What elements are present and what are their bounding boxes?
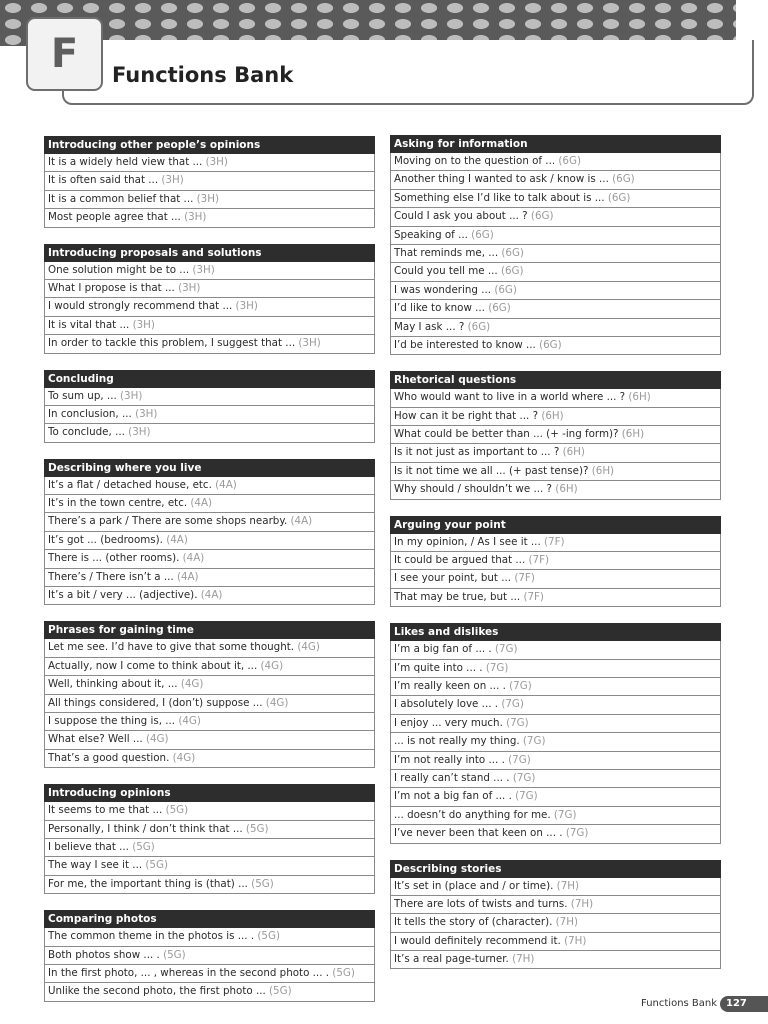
phrase-row xyxy=(390,190,721,208)
phrase-row xyxy=(44,280,375,298)
phrase-row xyxy=(390,208,721,226)
section-heading: Asking for information xyxy=(390,135,721,153)
phrase-text: It is a common belief that ... xyxy=(48,192,197,205)
phrase-row xyxy=(390,896,721,914)
phrase-row xyxy=(390,426,721,444)
unit-reference: (3H) xyxy=(192,263,215,276)
section-heading: Arguing your point xyxy=(390,516,721,534)
phrase-row xyxy=(44,676,375,694)
phrase-text: I see your point, but ... xyxy=(394,572,515,585)
phrase-row xyxy=(390,337,721,355)
section-letter: F xyxy=(26,17,103,91)
unit-reference: (6H) xyxy=(555,483,578,496)
unit-reference: (5G) xyxy=(257,930,280,943)
phrase-text: What could be better than ... (+ -ing form)? xyxy=(394,428,622,441)
unit-reference: (5G) xyxy=(165,804,189,817)
unit-reference: (7H) xyxy=(512,953,535,966)
unit-reference: (3H) xyxy=(120,389,143,402)
unit-reference: (4A) xyxy=(200,589,223,602)
phrase-row xyxy=(390,825,721,843)
section-heading: Introducing proposals and solutions xyxy=(44,244,375,262)
unit-reference: (6H) xyxy=(562,446,585,459)
footer-label: Functions Bank xyxy=(641,998,718,1009)
unit-reference: (3H) xyxy=(161,174,184,187)
phrase-text: I’m not really into ... . xyxy=(394,753,509,766)
phrase-text: It’s a real page-turner. xyxy=(394,953,513,966)
unit-reference: (6G) xyxy=(612,173,635,186)
unit-reference: (7G) xyxy=(509,679,532,692)
phrase-row xyxy=(44,424,375,442)
section-heading: Phrases for gaining time xyxy=(44,621,375,639)
phrase-text: ... doesn’t do anything for me. xyxy=(394,808,554,821)
phrase-row xyxy=(44,335,375,353)
unit-reference: (3H) xyxy=(128,426,151,439)
phrase-text: I absolutely love ... . xyxy=(394,698,502,711)
phrase-text: There’s a park / There are some shops nearby. xyxy=(48,515,291,528)
unit-reference: (5G) xyxy=(332,966,355,979)
section-heading: Describing stories xyxy=(390,860,721,878)
phrase-text: To conclude, ... xyxy=(48,426,129,439)
phrase-text: Actually, now I come to think about it, ... xyxy=(48,659,261,672)
unit-reference: (3H) xyxy=(235,300,258,313)
unit-reference: (3H) xyxy=(298,337,321,350)
phrase-row xyxy=(390,481,721,499)
phrase-text: Let me see. I’d have to give that some thought. xyxy=(48,641,298,654)
unit-reference: (6G) xyxy=(501,246,524,259)
phrase-row xyxy=(390,389,721,407)
phrase-text: There is ... (other rooms). xyxy=(48,552,183,565)
unit-reference: (6G) xyxy=(558,155,581,167)
phrase-text: Personally, I think / don’t think that ... xyxy=(48,822,246,835)
section-introducing-other-people-s-opinions xyxy=(44,136,375,228)
phrase-row xyxy=(390,878,721,896)
section-comparing-photos xyxy=(44,910,375,1002)
phrase-row xyxy=(44,695,375,713)
phrase-text: In my opinion, / As I see it ... xyxy=(394,535,544,548)
phrase-row xyxy=(44,209,375,227)
section-heading: Rhetorical questions xyxy=(390,371,721,389)
phrase-text: Is it not just as important to ... ? xyxy=(394,446,563,459)
phrase-text: Something else I’d like to talk about is ... xyxy=(394,191,608,204)
section-heading: Introducing opinions xyxy=(44,784,375,802)
phrase-text: For me, the important thing is (that) ... xyxy=(48,877,252,890)
unit-reference: (3H) xyxy=(132,318,155,331)
unit-reference: (5G) xyxy=(145,859,168,872)
phrase-row xyxy=(390,641,721,659)
unit-reference: (7F) xyxy=(528,554,550,567)
phrase-text: To sum up, ... xyxy=(48,389,121,402)
unit-reference: (3H) xyxy=(135,407,158,420)
phrase-text: It’s got ... (bedrooms). xyxy=(48,533,167,546)
phrase-text: I enjoy ... very much. xyxy=(394,716,507,729)
unit-reference: (6H) xyxy=(621,428,645,441)
unit-reference: (4G) xyxy=(172,751,196,764)
phrase-text: I’m a big fan of ... . xyxy=(394,643,495,656)
phrase-text: Why should / shouldn’t we ... ? xyxy=(394,483,556,496)
section-describing-where-you-live xyxy=(44,459,375,606)
phrase-text: I would definitely recommend it. xyxy=(394,934,565,947)
phrase-row xyxy=(44,298,375,316)
phrase-row xyxy=(390,552,721,570)
phrase-text: It tells the story of (character). xyxy=(394,916,556,929)
unit-reference: (5G) xyxy=(132,840,155,853)
phrase-row xyxy=(390,171,721,189)
section-introducing-opinions xyxy=(44,784,375,894)
unit-reference: (7G) xyxy=(553,808,577,821)
phrase-text: I would strongly recommend that ... xyxy=(48,300,236,313)
phrase-text: All things considered, I (don’t) suppose ... xyxy=(48,696,266,709)
phrase-row xyxy=(390,678,721,696)
unit-reference: (7G) xyxy=(508,753,531,766)
phrase-row xyxy=(44,731,375,749)
unit-reference: (4A) xyxy=(182,552,205,565)
phrase-row xyxy=(390,463,721,481)
unit-reference: (4A) xyxy=(290,515,313,528)
phrase-row xyxy=(390,696,721,714)
phrase-text: The way I see it ... xyxy=(48,859,146,872)
phrase-row xyxy=(44,857,375,875)
unit-reference: (4A) xyxy=(176,570,199,583)
unit-reference: (7G) xyxy=(494,643,518,656)
phrase-text: What else? Well ... xyxy=(48,733,146,746)
phrase-row xyxy=(44,750,375,768)
section-heading: Introducing other people’s opinions xyxy=(44,136,375,154)
phrase-row xyxy=(44,532,375,550)
phrase-row xyxy=(44,406,375,424)
phrase-row xyxy=(44,172,375,190)
phrase-row xyxy=(44,928,375,946)
section-likes-and-dislikes xyxy=(390,623,721,843)
phrase-row xyxy=(44,550,375,568)
section-asking-for-information xyxy=(390,135,721,355)
phrase-row xyxy=(44,658,375,676)
unit-reference: (4G) xyxy=(180,678,204,691)
phrase-row xyxy=(390,319,721,337)
phrase-row xyxy=(44,983,375,1001)
phrase-row xyxy=(390,300,721,318)
phrase-text: That may be true, but ... xyxy=(394,590,524,603)
phrase-text: May I ask ... ? xyxy=(394,320,468,333)
phrase-text: It seems to me that ... xyxy=(48,804,166,817)
unit-reference: (7F) xyxy=(544,535,565,548)
phrase-row xyxy=(390,282,721,300)
unit-reference: (6G) xyxy=(500,265,524,278)
phrase-row xyxy=(390,770,721,788)
phrase-text: It’s in the town centre, etc. xyxy=(48,497,191,510)
section-heading: Likes and dislikes xyxy=(390,623,721,641)
unit-reference: (6G) xyxy=(488,302,511,315)
section-heading: Concluding xyxy=(44,370,375,388)
unit-reference: (3H) xyxy=(178,281,201,294)
unit-reference: (7G) xyxy=(506,716,529,729)
phrase-row xyxy=(44,639,375,657)
phrase-text: There are lots of twists and turns. xyxy=(394,897,571,910)
unit-reference: (7H) xyxy=(555,916,578,929)
phrase-text: I’ve never been that keen on ... . xyxy=(394,827,566,840)
unit-reference: (7H) xyxy=(564,934,587,947)
unit-reference: (7G) xyxy=(485,661,509,674)
phrase-text: It could be argued that ... xyxy=(394,554,529,567)
phrase-text: I believe that ... xyxy=(48,840,133,853)
phrase-row xyxy=(390,733,721,751)
unit-reference: (7G) xyxy=(515,790,538,803)
phrase-row xyxy=(44,262,375,280)
phrase-row xyxy=(44,154,375,172)
unit-reference: (5G) xyxy=(251,877,274,890)
phrase-row xyxy=(44,191,375,209)
section-phrases-for-gaining-time xyxy=(44,621,375,768)
section-arguing-your-point xyxy=(390,516,721,608)
phrase-text: I suppose the thing is, ... xyxy=(48,714,179,727)
phrase-text: There’s / There isn’t a ... xyxy=(48,570,177,583)
phrase-row xyxy=(44,965,375,983)
phrase-text: One solution might be to ... xyxy=(48,263,193,276)
phrase-text: In conclusion, ... xyxy=(48,407,136,420)
phrase-text: In order to tackle this problem, I suggest that ... xyxy=(48,337,299,350)
phrase-text: I’m not a big fan of ... . xyxy=(394,790,516,803)
phrase-text: I was wondering ... xyxy=(394,283,495,296)
section-rhetorical-questions xyxy=(390,371,721,499)
unit-reference: (7G) xyxy=(512,771,536,784)
unit-reference: (7H) xyxy=(570,897,594,910)
phrase-text: Both photos show ... . xyxy=(48,948,164,961)
unit-reference: (4A) xyxy=(215,478,237,491)
phrase-row xyxy=(390,153,721,171)
page-title: Functions Bank xyxy=(112,63,294,87)
phrase-text: Is it not time we all ... (+ past tense)? xyxy=(394,464,592,477)
section-heading: Comparing photos xyxy=(44,910,375,928)
unit-reference: (4G) xyxy=(178,714,201,727)
phrase-text: The common theme in the photos is ... . xyxy=(48,930,258,943)
phrase-row xyxy=(44,569,375,587)
phrase-text: I’d like to know ... xyxy=(394,302,489,315)
phrase-row xyxy=(44,317,375,335)
phrase-text: It is often said that ... xyxy=(48,174,162,187)
page-number: 127 xyxy=(720,996,768,1012)
phrase-text: It’s set in (place and / or time). xyxy=(394,879,557,892)
unit-reference: (6G) xyxy=(471,228,494,241)
phrase-text: It’s a bit / very ... (adjective). xyxy=(48,589,201,602)
phrase-text: Could you tell me ... xyxy=(394,265,501,278)
phrase-row xyxy=(44,477,375,495)
phrase-text: Speaking of ... xyxy=(394,228,472,241)
phrase-row xyxy=(44,495,375,513)
phrase-text: How can it be right that ... ? xyxy=(394,409,542,422)
phrase-row xyxy=(390,715,721,733)
left-column xyxy=(44,136,375,1002)
unit-reference: (4A) xyxy=(166,533,188,546)
phrase-text: I really can’t stand ... . xyxy=(394,771,513,784)
unit-reference: (7G) xyxy=(522,735,546,748)
phrase-row xyxy=(44,876,375,894)
unit-reference: (7G) xyxy=(501,698,524,711)
unit-reference: (3H) xyxy=(196,192,219,205)
unit-reference: (6G) xyxy=(467,320,491,333)
phrase-text: ... is not really my thing. xyxy=(394,735,523,748)
phrase-text: Well, thinking about it, ... xyxy=(48,678,181,691)
phrase-text: I’d be interested to know ... xyxy=(394,338,540,351)
section-heading: Describing where you live xyxy=(44,459,375,477)
section-introducing-proposals-and-solutions xyxy=(44,244,375,354)
phrase-text: I’m quite into ... . xyxy=(394,661,486,674)
phrase-row xyxy=(390,263,721,281)
phrase-row xyxy=(390,227,721,245)
phrase-row xyxy=(390,570,721,588)
phrase-text: In the first photo, ... , whereas in the second photo ... . xyxy=(48,966,333,979)
unit-reference: (6H) xyxy=(541,409,564,422)
phrase-row xyxy=(390,788,721,806)
phrase-text: That reminds me, ... xyxy=(394,246,502,259)
section-describing-stories xyxy=(390,860,721,970)
unit-reference: (7F) xyxy=(514,572,535,585)
phrase-text: Most people agree that ... xyxy=(48,211,185,224)
unit-reference: (7G) xyxy=(565,827,589,840)
phrase-text: Unlike the second photo, the first photo ... xyxy=(48,985,270,998)
phrase-row xyxy=(390,951,721,969)
phrase-text: Another thing I wanted to ask / know is ... xyxy=(394,173,613,186)
unit-reference: (5G) xyxy=(245,822,269,835)
phrase-row xyxy=(390,807,721,825)
right-column xyxy=(390,135,721,969)
unit-reference: (4G) xyxy=(297,641,320,654)
unit-reference: (4A) xyxy=(190,497,213,510)
unit-reference: (4G) xyxy=(260,659,284,672)
phrase-text: That’s a good question. xyxy=(48,751,173,764)
phrase-row xyxy=(390,660,721,678)
phrase-row xyxy=(390,589,721,607)
unit-reference: (6G) xyxy=(539,338,562,351)
phrase-row xyxy=(44,713,375,731)
phrase-text: It’s a flat / detached house, etc. xyxy=(48,478,216,491)
unit-reference: (5G) xyxy=(163,948,186,961)
phrase-row xyxy=(390,933,721,951)
phrase-text: I’m really keen on ... . xyxy=(394,679,510,692)
phrase-row xyxy=(44,821,375,839)
unit-reference: (3H) xyxy=(184,211,207,224)
phrase-text: It is a widely held view that ... xyxy=(48,156,206,168)
phrase-row xyxy=(390,245,721,263)
unit-reference: (6G) xyxy=(494,283,517,296)
phrase-row xyxy=(44,947,375,965)
phrase-row xyxy=(390,408,721,426)
section-concluding xyxy=(44,370,375,443)
phrase-row xyxy=(390,444,721,462)
unit-reference: (6H) xyxy=(591,464,615,477)
unit-reference: (7F) xyxy=(523,590,544,603)
phrase-text: It is vital that ... xyxy=(48,318,133,331)
unit-reference: (5G) xyxy=(269,985,292,998)
phrase-row xyxy=(44,513,375,531)
phrase-row xyxy=(390,534,721,552)
unit-reference: (3H) xyxy=(205,156,228,168)
unit-reference: (6G) xyxy=(607,191,631,204)
phrase-text: Who would want to live in a world where ... ? xyxy=(394,391,629,404)
phrase-text: Could I ask you about ... ? xyxy=(394,210,531,223)
phrase-row xyxy=(44,587,375,605)
phrase-row xyxy=(44,839,375,857)
phrase-row xyxy=(44,802,375,820)
unit-reference: (6H) xyxy=(628,391,651,404)
phrase-row xyxy=(390,914,721,932)
unit-reference: (4G) xyxy=(265,696,289,709)
unit-reference: (4G) xyxy=(145,733,169,746)
phrase-row xyxy=(390,752,721,770)
unit-reference: (7H) xyxy=(556,879,580,892)
phrase-text: Moving on to the question of ... xyxy=(394,155,559,167)
phrase-row xyxy=(44,388,375,406)
phrase-text: What I propose is that ... xyxy=(48,281,179,294)
unit-reference: (6G) xyxy=(530,210,554,223)
